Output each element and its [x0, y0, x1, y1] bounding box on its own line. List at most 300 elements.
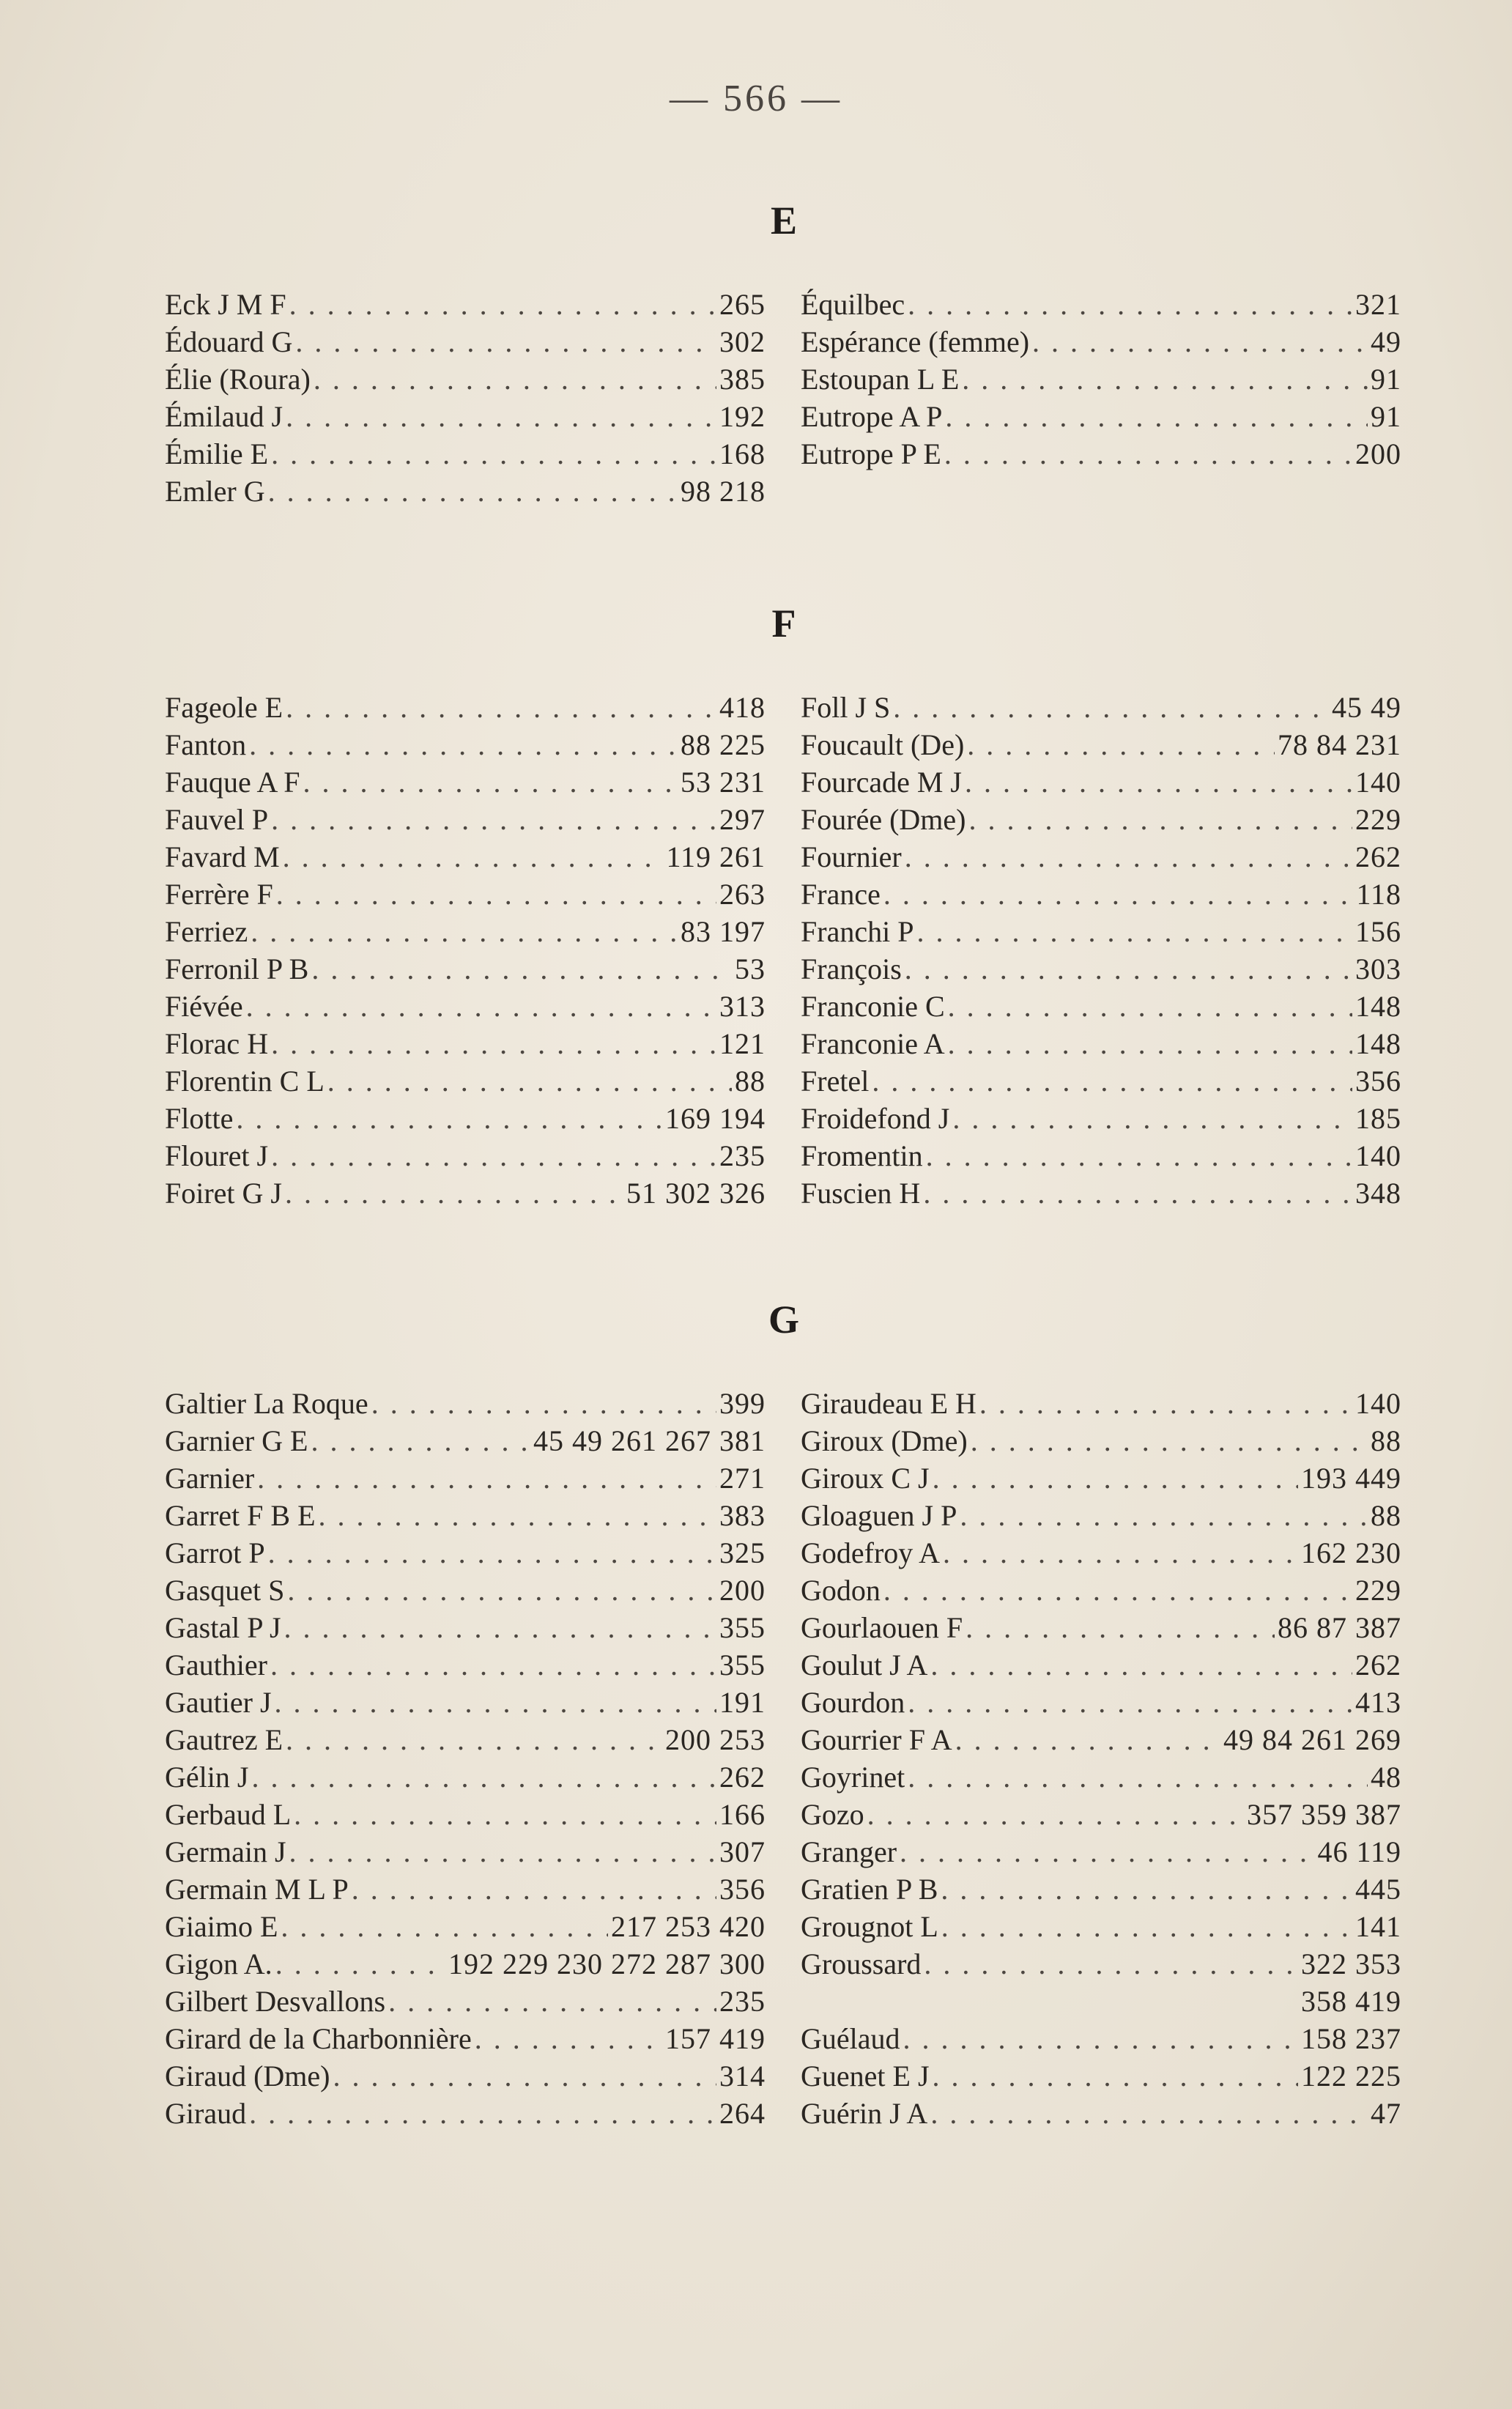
entry-name: Godefroy A	[801, 1536, 940, 1569]
entry-pages: 169 194	[665, 1102, 766, 1135]
dot-leader	[883, 876, 1354, 913]
dot-leader	[275, 1684, 716, 1721]
dot-leader	[979, 1385, 1352, 1422]
entry-pages: 140	[1355, 1139, 1401, 1172]
dot-leader	[271, 801, 716, 838]
entry-pages: 45 49 261 267 381	[533, 1424, 766, 1457]
entry-name: Favard M	[165, 840, 280, 873]
entry-pages: 156	[1355, 915, 1401, 948]
entry-pages: 140	[1355, 766, 1401, 799]
entry-name: Gourrier F A	[801, 1723, 952, 1756]
index-entry	[165, 2095, 766, 2132]
section-g-right-column	[801, 1385, 1401, 2132]
dot-leader	[257, 1459, 716, 1497]
dot-leader	[923, 1174, 1352, 1212]
index-entry	[165, 1534, 766, 1572]
entry-pages: 49 84 261 269	[1223, 1723, 1401, 1756]
entry-pages: 262	[1355, 840, 1401, 873]
index-entry	[801, 988, 1401, 1025]
dot-leader	[281, 1908, 608, 1945]
index-entry	[165, 435, 766, 473]
entry-name: Gasquet S	[165, 1574, 285, 1607]
entry-name: Eutrope P E	[801, 437, 941, 470]
dot-leader	[941, 1870, 1352, 1908]
entry-name: Giraud (Dme)	[165, 2060, 330, 2092]
entry-pages: 193 449	[1301, 1462, 1401, 1495]
index-entry	[801, 1721, 1401, 1758]
dot-leader	[311, 950, 732, 988]
index-entry	[165, 1870, 766, 1908]
section-f-left-column	[165, 689, 766, 1212]
dot-leader	[948, 1025, 1352, 1062]
entry-name: Fauvel P	[165, 803, 269, 836]
dot-leader	[900, 1833, 1314, 1870]
dot-leader	[251, 1758, 716, 1796]
entry-pages: 148	[1355, 1027, 1401, 1060]
index-entry	[801, 726, 1401, 763]
entry-pages: 383	[719, 1499, 766, 1532]
dot-leader	[249, 726, 678, 763]
index-entry	[801, 838, 1401, 876]
dot-leader	[943, 1534, 1298, 1572]
entry-pages: 140	[1355, 1387, 1401, 1420]
index-entry	[165, 1721, 766, 1758]
entry-name: Granger	[801, 1835, 897, 1868]
entry-name: Ferriez	[165, 915, 248, 948]
index-entry	[801, 1100, 1401, 1137]
dot-leader	[960, 1497, 1368, 1534]
entry-name: Florentin C L	[165, 1065, 325, 1098]
entry-pages: 46 119	[1317, 1835, 1401, 1868]
entry-name: Grougnot L	[801, 1910, 938, 1943]
entry-name: Fiévée	[165, 990, 243, 1023]
index-entry	[801, 1534, 1401, 1572]
index-entry	[801, 1833, 1401, 1870]
index-entry	[165, 360, 766, 398]
index-entry	[801, 1609, 1401, 1646]
entry-pages: 314	[719, 2060, 766, 2092]
entry-name: Gloaguen J P	[801, 1499, 957, 1532]
dot-leader	[908, 1684, 1352, 1721]
entry-pages: 45 49	[1332, 691, 1401, 724]
entry-name: Giraud	[165, 2097, 247, 2130]
entry-pages: 229	[1355, 803, 1401, 836]
dot-leader	[475, 2020, 662, 2057]
index-entry	[165, 1833, 766, 1870]
entry-name: Fuscien H	[801, 1177, 921, 1210]
dot-leader	[286, 1721, 662, 1758]
index-entry	[801, 2057, 1401, 2095]
index-entry	[165, 1796, 766, 1833]
dot-leader	[276, 876, 716, 913]
index-entry	[801, 1983, 1401, 2020]
section-letter: E	[770, 199, 798, 243]
index-entry	[165, 2057, 766, 2095]
index-entry	[165, 1758, 766, 1796]
dot-leader	[930, 2095, 1368, 2132]
index-entry	[801, 435, 1401, 473]
index-entry	[165, 1422, 766, 1459]
dot-leader	[286, 398, 716, 435]
entry-pages: 91	[1371, 363, 1401, 396]
index-entry	[165, 726, 766, 763]
index-entry	[165, 1684, 766, 1721]
entry-name: Ferronil P B	[165, 952, 309, 985]
index-entry	[801, 1422, 1401, 1459]
dot-leader	[952, 1100, 1352, 1137]
entry-pages: 47	[1371, 2097, 1401, 2130]
section-e-right-column	[801, 286, 1401, 473]
entry-name: Gautrez E	[165, 1723, 284, 1756]
index-entry	[165, 801, 766, 838]
entry-pages: 166	[719, 1798, 766, 1831]
entry-pages: 385	[719, 363, 766, 396]
entry-name: Flouret J	[165, 1139, 269, 1172]
dot-leader	[933, 2057, 1298, 2095]
entry-name: Gratien P B	[801, 1873, 938, 1906]
entry-pages: 192 229 230 272 287 300	[448, 1947, 766, 1980]
entry-pages: 265	[719, 288, 766, 321]
entry-name: Gauthier	[165, 1648, 267, 1681]
entry-pages: 200	[719, 1574, 766, 1607]
entry-pages: 49	[1371, 325, 1401, 358]
index-entry	[801, 1684, 1401, 1721]
entry-name: François	[801, 952, 902, 985]
index-entry	[801, 1908, 1401, 1945]
dot-leader	[271, 435, 716, 473]
entry-name: Gastal P J	[165, 1611, 281, 1644]
index-entry	[801, 689, 1401, 726]
dot-leader	[908, 286, 1352, 323]
index-entry	[801, 1459, 1401, 1497]
entry-name: Garnier	[165, 1462, 255, 1495]
index-entry	[165, 1385, 766, 1422]
entry-name: Élie (Roura)	[165, 363, 311, 396]
dot-leader	[903, 2020, 1298, 2057]
index-entry	[165, 1025, 766, 1062]
entry-name: Eck J M F	[165, 288, 286, 321]
entry-pages: 91	[1371, 400, 1401, 433]
entry-pages: 348	[1355, 1177, 1401, 1210]
dot-leader	[283, 838, 664, 876]
entry-name: Édouard G	[165, 325, 293, 358]
dot-leader	[905, 838, 1352, 876]
entry-pages: 121	[719, 1027, 766, 1060]
entry-name: Émilaud J	[165, 400, 284, 433]
dot-leader	[289, 286, 716, 323]
entry-name: Espérance (femme)	[801, 325, 1030, 358]
entry-name: Garnier G E	[165, 1424, 308, 1457]
dot-leader	[268, 1534, 716, 1572]
dot-leader	[268, 473, 678, 510]
entry-name: Gerbaud L	[165, 1798, 292, 1831]
entry-name: Flotte	[165, 1102, 234, 1135]
entry-name: Fauque A F	[165, 766, 300, 799]
entry-name: Foll J S	[801, 691, 891, 724]
entry-pages: 262	[719, 1761, 766, 1794]
index-entry	[165, 473, 766, 510]
dot-leader	[941, 1908, 1352, 1945]
entry-pages: 53 231	[681, 766, 766, 799]
entry-pages: 158 237	[1301, 2022, 1401, 2055]
index-entry	[801, 1870, 1401, 1908]
entry-name: Gourlaouen F	[801, 1611, 963, 1644]
entry-name: Goyrinet	[801, 1761, 905, 1794]
entry-pages: 88	[1371, 1499, 1401, 1532]
dot-leader	[893, 689, 1329, 726]
dot-leader	[246, 988, 716, 1025]
entry-pages: 83 197	[681, 915, 766, 948]
entry-name: Goulut J A	[801, 1648, 928, 1681]
index-entry	[165, 323, 766, 360]
dot-leader	[285, 1174, 623, 1212]
index-entry	[165, 1908, 766, 1945]
dot-leader	[948, 988, 1352, 1025]
index-entry	[801, 1758, 1401, 1796]
dot-leader	[926, 1137, 1352, 1174]
section-letter: G	[768, 1298, 799, 1342]
entry-name: Giroux (Dme)	[801, 1424, 968, 1457]
index-entry	[165, 286, 766, 323]
entry-pages: 264	[719, 2097, 766, 2130]
section-e-left-column	[165, 286, 766, 510]
entry-name: Groussard	[801, 1947, 922, 1980]
entry-pages: 119 261	[666, 840, 766, 873]
entry-name: Gautier J	[165, 1686, 272, 1719]
entry-pages: 88	[735, 1065, 766, 1098]
dot-leader	[965, 763, 1352, 801]
entry-pages: 357 359 387	[1247, 1798, 1401, 1831]
entry-name: Guenet E J	[801, 2060, 930, 2092]
entry-pages: 200 253	[665, 1723, 766, 1756]
entry-pages: 418	[719, 691, 766, 724]
entry-pages: 356	[1355, 1065, 1401, 1098]
entry-pages: 229	[1355, 1574, 1401, 1607]
entry-name: Fourcade M J	[801, 766, 962, 799]
index-entry	[801, 323, 1401, 360]
entry-pages: 355	[719, 1611, 766, 1644]
entry-name: Eutrope A P	[801, 400, 943, 433]
dot-leader	[955, 1721, 1220, 1758]
entry-pages: 313	[719, 990, 766, 1023]
index-entry	[801, 876, 1401, 913]
dot-leader	[303, 763, 678, 801]
dot-leader	[289, 1833, 716, 1870]
index-entry	[165, 763, 766, 801]
entry-pages: 191	[719, 1686, 766, 1719]
entry-pages: 48	[1371, 1761, 1401, 1794]
index-entry	[165, 1609, 766, 1646]
index-entry	[165, 1497, 766, 1534]
entry-pages: 263	[719, 878, 766, 911]
index-entry	[801, 1646, 1401, 1684]
index-entry	[165, 876, 766, 913]
index-entry	[801, 286, 1401, 323]
index-entry	[165, 1983, 766, 2020]
entry-name: Fretel	[801, 1065, 870, 1098]
dot-leader	[916, 913, 1352, 950]
dot-leader	[388, 1983, 716, 2020]
entry-pages: 98 218	[681, 475, 766, 508]
entry-name: Garrot P	[165, 1536, 265, 1569]
index-entry	[165, 1572, 766, 1609]
dot-leader	[311, 1422, 530, 1459]
entry-name: Équilbec	[801, 288, 905, 321]
entry-pages: 355	[719, 1648, 766, 1681]
entry-pages: 325	[719, 1536, 766, 1569]
entry-pages: 307	[719, 1835, 766, 1868]
dot-leader	[933, 1459, 1298, 1497]
entry-name: Fourée (Dme)	[801, 803, 966, 836]
index-entry	[801, 1062, 1401, 1100]
index-entry	[801, 913, 1401, 950]
index-entry	[801, 1572, 1401, 1609]
dot-leader	[967, 726, 1275, 763]
index-entry	[165, 1137, 766, 1174]
entry-pages: 302	[719, 325, 766, 358]
entry-name: Fageole E	[165, 691, 284, 724]
entry-pages: 445	[1355, 1873, 1401, 1906]
entry-name: Giraudeau E H	[801, 1387, 976, 1420]
dot-leader	[319, 1497, 716, 1534]
dot-leader	[971, 1422, 1368, 1459]
dot-leader	[295, 323, 716, 360]
dot-leader	[286, 689, 716, 726]
index-entry	[165, 1945, 766, 1983]
dot-leader	[284, 1609, 716, 1646]
entry-pages: 235	[719, 1985, 766, 2018]
entry-name: Germain M L P	[165, 1873, 349, 1906]
dot-leader	[251, 913, 678, 950]
index-entry	[801, 1945, 1401, 1983]
entry-pages: 162 230	[1301, 1536, 1401, 1569]
index-entry	[801, 1025, 1401, 1062]
dot-leader	[371, 1385, 716, 1422]
index-entry	[165, 838, 766, 876]
index-entry	[165, 913, 766, 950]
entry-name: France	[801, 878, 881, 911]
entry-name: Gourdon	[801, 1686, 905, 1719]
index-entry	[801, 2095, 1401, 2132]
entry-pages: 235	[719, 1139, 766, 1172]
entry-pages: 303	[1355, 952, 1401, 985]
index-entry	[801, 2020, 1401, 2057]
index-entry	[165, 1062, 766, 1100]
entry-pages: 321	[1355, 288, 1401, 321]
index-entry	[801, 1385, 1401, 1422]
index-entry	[165, 398, 766, 435]
entry-name: Garret F B E	[165, 1499, 316, 1532]
entry-name: Germain J	[165, 1835, 286, 1868]
entry-pages: 413	[1355, 1686, 1401, 1719]
dot-leader	[962, 360, 1368, 398]
dot-leader	[945, 398, 1368, 435]
entry-pages: 297	[719, 803, 766, 836]
dot-leader	[908, 1758, 1368, 1796]
dot-leader	[294, 1796, 716, 1833]
dot-leader	[867, 1796, 1244, 1833]
dot-leader	[944, 435, 1352, 473]
entry-name: Girard de la Charbonnière	[165, 2022, 472, 2055]
entry-pages: 399	[719, 1387, 766, 1420]
section-f-right-column	[801, 689, 1401, 1212]
entry-name: Gilbert Desvallons	[165, 1985, 386, 2018]
entry-pages: 168	[719, 437, 766, 470]
entry-pages: 141	[1355, 1910, 1401, 1943]
entry-name: Guélaud	[801, 2022, 900, 2055]
entry-pages: 78 84 231	[1278, 728, 1401, 761]
entry-name: Franconie C	[801, 990, 945, 1023]
dot-leader	[883, 1572, 1352, 1609]
dot-leader	[1032, 323, 1368, 360]
entry-pages: 358 419	[1301, 1985, 1401, 2018]
entry-name: Franconie A	[801, 1027, 945, 1060]
dot-leader	[314, 360, 716, 398]
entry-pages: 157 419	[665, 2022, 766, 2055]
entry-pages: 185	[1355, 1102, 1401, 1135]
index-entry	[801, 360, 1401, 398]
entry-pages: 122 225	[1301, 2060, 1401, 2092]
entry-name: Godon	[801, 1574, 881, 1607]
entry-pages: 262	[1355, 1648, 1401, 1681]
dot-leader	[924, 1945, 1298, 1983]
page-number: — 566 —	[670, 78, 842, 119]
entry-name: Estoupan L E	[801, 363, 960, 396]
index-entry	[165, 1174, 766, 1212]
index-entry	[801, 950, 1401, 988]
index-entry	[801, 1137, 1401, 1174]
dot-leader	[270, 1646, 716, 1684]
dot-leader	[249, 2095, 716, 2132]
dot-leader	[271, 1025, 716, 1062]
index-entry	[165, 950, 766, 988]
entry-pages: 118	[1356, 878, 1401, 911]
dot-leader	[327, 1062, 732, 1100]
entry-name: Fanton	[165, 728, 247, 761]
entry-pages: 86 87 387	[1278, 1611, 1401, 1644]
dot-leader	[236, 1100, 662, 1137]
dot-leader	[275, 1945, 445, 1983]
entry-name: Froidefond J	[801, 1102, 950, 1135]
entry-name: Gélin J	[165, 1761, 249, 1794]
entry-name: Franchi P	[801, 915, 914, 948]
entry-name: Ferrère F	[165, 878, 273, 911]
index-entry	[801, 801, 1401, 838]
entry-name: Giroux C J	[801, 1462, 930, 1495]
dot-leader	[271, 1137, 716, 1174]
index-entry	[801, 398, 1401, 435]
entry-pages: 148	[1355, 990, 1401, 1023]
entry-name: Guérin J A	[801, 2097, 928, 2130]
dot-leader	[287, 1572, 716, 1609]
entry-name: Gozo	[801, 1798, 864, 1831]
entry-name: Emler G	[165, 475, 265, 508]
index-entry	[801, 1497, 1401, 1534]
index-entry	[165, 1100, 766, 1137]
index-entry	[801, 1174, 1401, 1212]
dot-leader	[966, 1609, 1275, 1646]
dot-leader	[352, 1870, 716, 1908]
index-entry	[165, 689, 766, 726]
entry-name: Giaimo E	[165, 1910, 278, 1943]
dot-leader	[905, 950, 1352, 988]
index-entry	[801, 763, 1401, 801]
entry-pages: 88	[1371, 1424, 1401, 1457]
entry-name: Fournier	[801, 840, 902, 873]
entry-pages: 192	[719, 400, 766, 433]
entry-pages: 217 253 420	[611, 1910, 766, 1943]
index-entry	[165, 988, 766, 1025]
